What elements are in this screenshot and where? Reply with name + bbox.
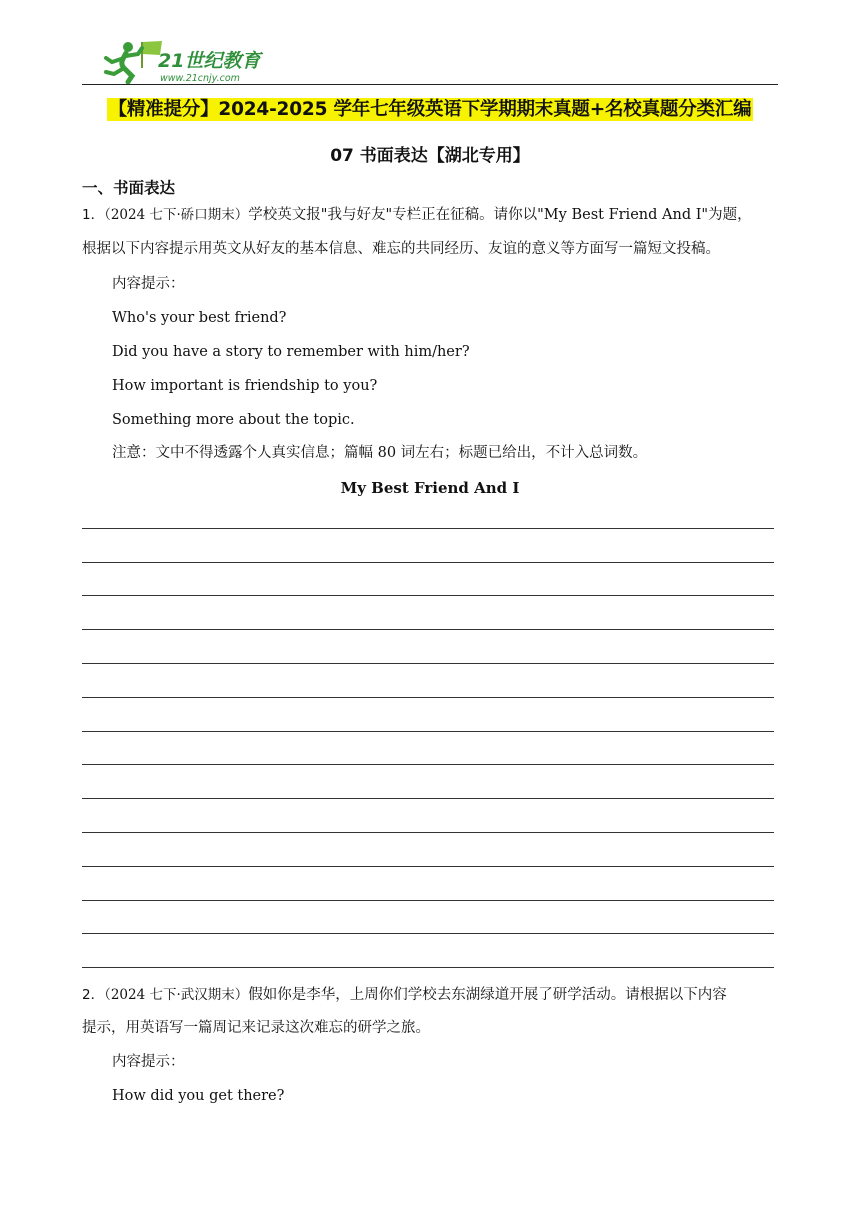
answer-line[interactable]: [82, 901, 774, 935]
answer-line[interactable]: [82, 732, 774, 766]
document-title: [0, 96, 860, 124]
logo: [102, 38, 277, 86]
q1-prompt-line-1: [82, 204, 752, 226]
document-subtitle: 07 书面表达【湖北专用】: [330, 146, 530, 166]
answer-line[interactable]: [82, 630, 774, 664]
answer-line[interactable]: [82, 664, 774, 698]
q1-source: （2024 七下·硚口期末）: [104, 207, 249, 223]
answer-line[interactable]: [82, 867, 774, 901]
q1-number: 1．: [82, 207, 105, 223]
q1-hint-item: Who's your best friend?: [112, 310, 287, 326]
title-highlight: 【精准提分】2024-2025 学年七年级英语下学期期末真题+名校真题分类汇编: [108, 99, 752, 120]
q1-hint-item: How important is friendship to you?: [112, 378, 378, 394]
answer-line[interactable]: [82, 495, 774, 529]
answer-line[interactable]: [82, 698, 774, 732]
q1-hint-label: 内容提示：: [112, 276, 185, 292]
answer-line[interactable]: [82, 596, 774, 630]
q2-prompt-line-2: 提示，用英语写一篇周记来记录这次难忘的研学之旅。: [82, 1020, 430, 1036]
q1-text-1: 学校英文报"我与好友"专栏正在征稿。请你以"My Best Friend And I"为题，: [248, 207, 752, 223]
running-figure-logo-icon: [106, 41, 162, 82]
answer-line[interactable]: [82, 765, 774, 799]
q1-prompt-line-2: 根据以下内容提示用英文从好友的基本信息、难忘的共同经历、友谊的意义等方面写一篇短文投稿。: [82, 241, 720, 257]
q1-essay-title: My Best Friend And I: [340, 479, 520, 497]
logo-brand: 21世纪教育: [158, 50, 261, 72]
answer-line[interactable]: [82, 934, 774, 968]
answer-line[interactable]: [82, 799, 774, 833]
q2-prompt-line-1: [82, 984, 727, 1006]
q1-hint-item: Something more about the topic.: [112, 412, 355, 428]
answer-line[interactable]: [82, 563, 774, 597]
answer-line[interactable]: [82, 833, 774, 867]
q1-hint-item: Did you have a story to remember with him/her?: [112, 344, 470, 360]
q2-number: 2．: [82, 987, 105, 1003]
section-heading: 一、书面表达: [82, 179, 176, 197]
q2-hint-item: How did you get there?: [112, 1088, 285, 1104]
logo-url: www.21cnjy.com: [160, 73, 240, 84]
q2-source: （2024 七下·武汉期末）: [104, 987, 249, 1003]
answer-lines: [82, 495, 774, 968]
q1-note: 注意：文中不得透露个人真实信息；篇幅 80 词左右；标题已给出，不计入总词数。: [112, 445, 648, 461]
header-rule: [82, 84, 778, 85]
q2-hint-label: 内容提示：: [112, 1054, 185, 1070]
answer-line[interactable]: [82, 529, 774, 563]
q2-text-1: 假如你是李华，上周你们学校去东湖绿道开展了研学活动。请根据以下内容: [248, 987, 727, 1003]
